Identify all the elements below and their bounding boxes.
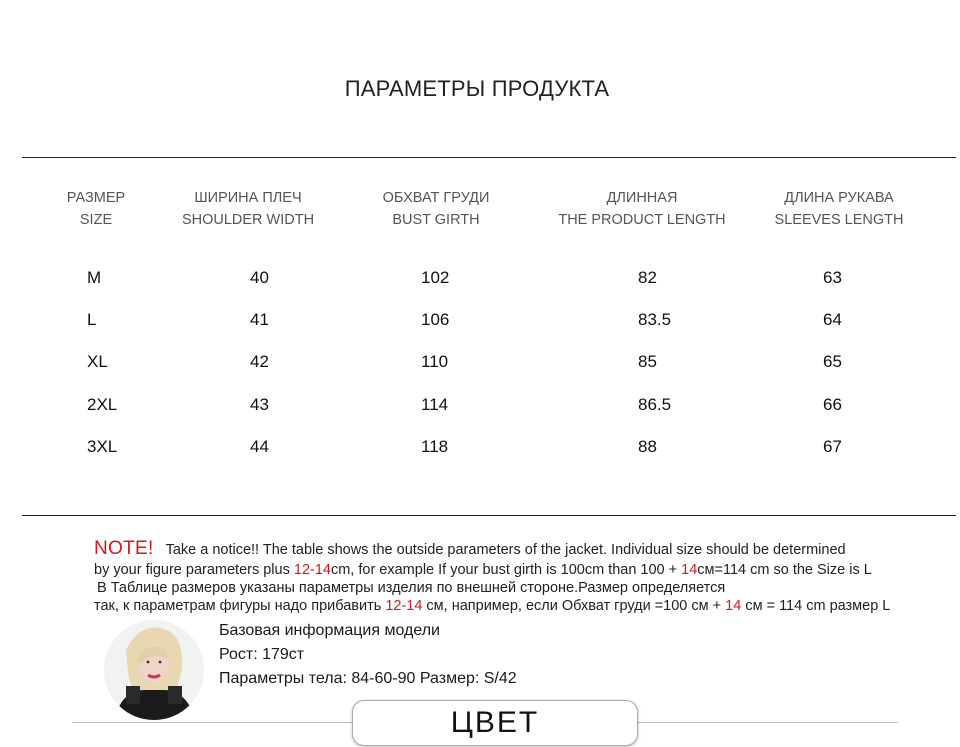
color-section-button[interactable]: ЦВЕТ: [352, 700, 638, 746]
note-highlight: 14: [725, 598, 742, 614]
cell-length: 88: [638, 437, 657, 456]
table-bottom-divider: [22, 515, 956, 516]
note-line-1: [94, 538, 954, 560]
note-text: см=114 cm so the Size is L: [697, 562, 872, 578]
header-sleeves-en: SLEEVES LENGTH: [774, 212, 904, 228]
cell-bust: 102: [421, 268, 450, 287]
header-size-ru: РАЗМЕР: [66, 190, 126, 206]
model-info-heading: Базовая информация модели: [219, 622, 440, 639]
cell-sleeves: 64: [823, 310, 842, 329]
cell-shoulder: 42: [250, 352, 269, 371]
cell-sleeves: 65: [823, 352, 842, 371]
model-height: Рост: 179ст: [219, 646, 305, 663]
header-shoulder-en: SHOULDER WIDTH: [181, 212, 315, 228]
header-length-en: THE PRODUCT LENGTH: [558, 212, 726, 228]
model-body-params: Параметры тела: 84-60-90 Размер: S/42: [219, 670, 517, 687]
cell-size: M: [87, 268, 102, 287]
cell-sleeves: 66: [823, 395, 842, 414]
note-highlight: 12-14: [293, 562, 331, 578]
table-top-divider: [22, 157, 956, 158]
note-line-2: [94, 562, 954, 578]
note-text: см = 114 cm размер L: [741, 598, 891, 614]
note-exclaim: !: [147, 538, 154, 559]
cell-length: 86.5: [638, 395, 672, 414]
cell-bust: 106: [421, 310, 450, 329]
note-highlight: 12-14: [385, 598, 423, 614]
note-text: by your figure parameters plus: [94, 562, 294, 578]
header-bust-en: BUST GIRTH: [392, 212, 480, 228]
header-bust-girth: [383, 187, 490, 231]
cell-shoulder: 44: [250, 437, 269, 456]
header-shoulder-width: [182, 187, 314, 231]
note-line-3: В Таблице размеров указаны параметры изделия по внешней стороне.Размер определяется: [97, 580, 726, 596]
note-label: NOTE!: [94, 538, 154, 559]
page-title: ПАРАМЕТРЫ ПРОДУКТА: [344, 76, 610, 101]
header-shoulder-ru: ШИРИНА ПЛЕЧ: [194, 190, 302, 206]
cell-shoulder: 40: [250, 268, 269, 287]
note-text: см, например, если Обхват груди =100 см +: [422, 598, 726, 614]
cell-size: 3XL: [87, 437, 118, 456]
note-text: так, к параметрам фигуры надо прибавить: [94, 598, 386, 614]
note-line-4: [94, 598, 954, 614]
model-photo: [104, 620, 204, 720]
cell-length: 85: [638, 352, 657, 371]
header-product-length: [558, 187, 725, 231]
cell-size: XL: [87, 352, 108, 371]
header-size-en: SIZE: [79, 212, 113, 228]
note-text: cm, for example If your bust girth is 100cm than 100 +: [330, 562, 682, 578]
note-highlight: 14: [681, 562, 698, 578]
cell-shoulder: 43: [250, 395, 269, 414]
cell-bust: 118: [421, 437, 449, 456]
cell-sleeves: 67: [823, 437, 842, 456]
header-length-ru: ДЛИННАЯ: [606, 190, 678, 206]
header-sleeves-ru: ДЛИНА РУКАВА: [784, 190, 894, 206]
cell-length: 82: [638, 268, 657, 287]
header-sleeves-length: [775, 187, 904, 231]
cell-sleeves: 63: [823, 268, 842, 287]
cell-size: L: [87, 310, 97, 329]
cell-bust: 114: [421, 395, 449, 414]
cell-length: 83.5: [638, 310, 672, 329]
header-bust-ru: ОБХВАТ ГРУДИ: [382, 190, 490, 206]
note-text-en-1: Take a notice!! The table shows the outside parameters of the jacket. Individual size should be determined: [165, 542, 846, 558]
header-size: [67, 187, 125, 231]
cell-shoulder: 41: [250, 310, 269, 329]
cell-size: 2XL: [87, 395, 118, 414]
cell-bust: 110: [421, 352, 449, 371]
